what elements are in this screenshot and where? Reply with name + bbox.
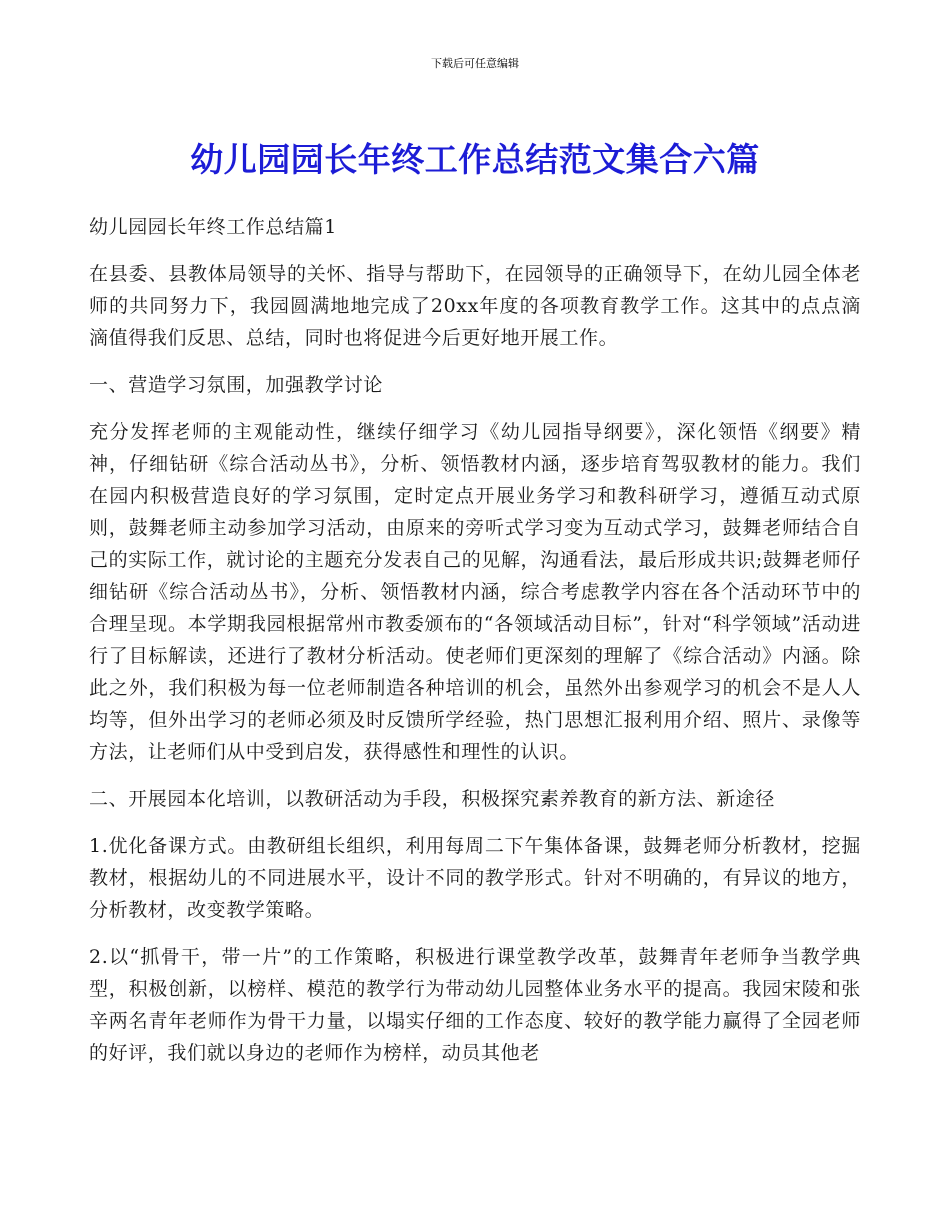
section-heading-1: 一、营造学习氛围，加强教学讨论	[89, 374, 384, 396]
page-header-note: 下载后可任意编辑	[431, 57, 519, 70]
document-body	[89, 211, 861, 1084]
section-heading-2: 二、开展园本化培训，以教研活动为手段，积极探究素养教育的新方法、新途径	[89, 788, 776, 810]
numbered-paragraph-2: 2.以“抓骨干，带一片”的工作策略，积极进行课堂教学改革，鼓舞青年老师争当教学典型，积极创新，以榜样、模范的教学行为带动幼儿园整体业务水平的提高。我园宋陵和张辛两名青年老师作为骨干力量，以塌实仔细的工作态度、较好的教学能力赢得了全园老师的好评，我们就以身边的老师作为榜样，动员其他老	[89, 946, 861, 1064]
document-title: 幼儿园园长年终工作总结范文集合六篇	[190, 140, 760, 179]
numbered-paragraph-1: 1.优化备课方式。由教研组长组织，利用每周二下午集体备课，鼓舞老师分析教材，挖掘教材，根据幼儿的不同进展水平，设计不同的教学形式。针对不明确的，有异议的地方，分析教材，改变教学策略。	[89, 835, 861, 921]
intro-paragraph: 在县委、县教体局领导的关怀、指导与帮助下，在园领导的正确领导下，在幼儿园全体老师的共同努力下，我园圆满地地完成了20xx年度的各项教育教学工作。这其中的点点滴滴值得我们反思、总结，同时也将促进今后更好地开展工作。	[89, 263, 861, 349]
section-title: 幼儿园园长年终工作总结篇1	[89, 216, 337, 238]
body-paragraph-1: 充分发挥老师的主观能动性，继续仔细学习《幼儿园指导纲要》，深化领悟《纲要》精神，仔细钻研《综合活动丛书》，分析、领悟教材内涵，逐步培育驾驭教材的能力。我们在园内积极营造良好的学习氛围，定时定点开展业务学习和教科研学习，遵循互动式原则，鼓舞老师主动参加学习活动，由原来的旁听式学习变为互动式学习，鼓舞老师结合自己的实际工作，就讨论的主题充分发表自己的见解，沟通看法，最后形成共识;鼓舞老师仔细钻研《综合活动丛书》，分析、领悟教材内涵，综合考虑教学内容在各个活动环节中的合理呈现。本学期我园根据常州市教委颁布的“各领域活动目标”，针对“科学领域”活动进行了目标解读，还进行了教材分析活动。使老师们更深刻的理解了《综合活动》内涵。除此之外，我们积极为每一位老师制造各种培训的机会，虽然外出参观学习的机会不是人人均等，但外出学习的老师必须及时反馈所学经验，热门思想汇报利用介绍、照片、录像等方法，让老师们从中受到启发，获得感性和理性的认识。	[89, 421, 861, 763]
